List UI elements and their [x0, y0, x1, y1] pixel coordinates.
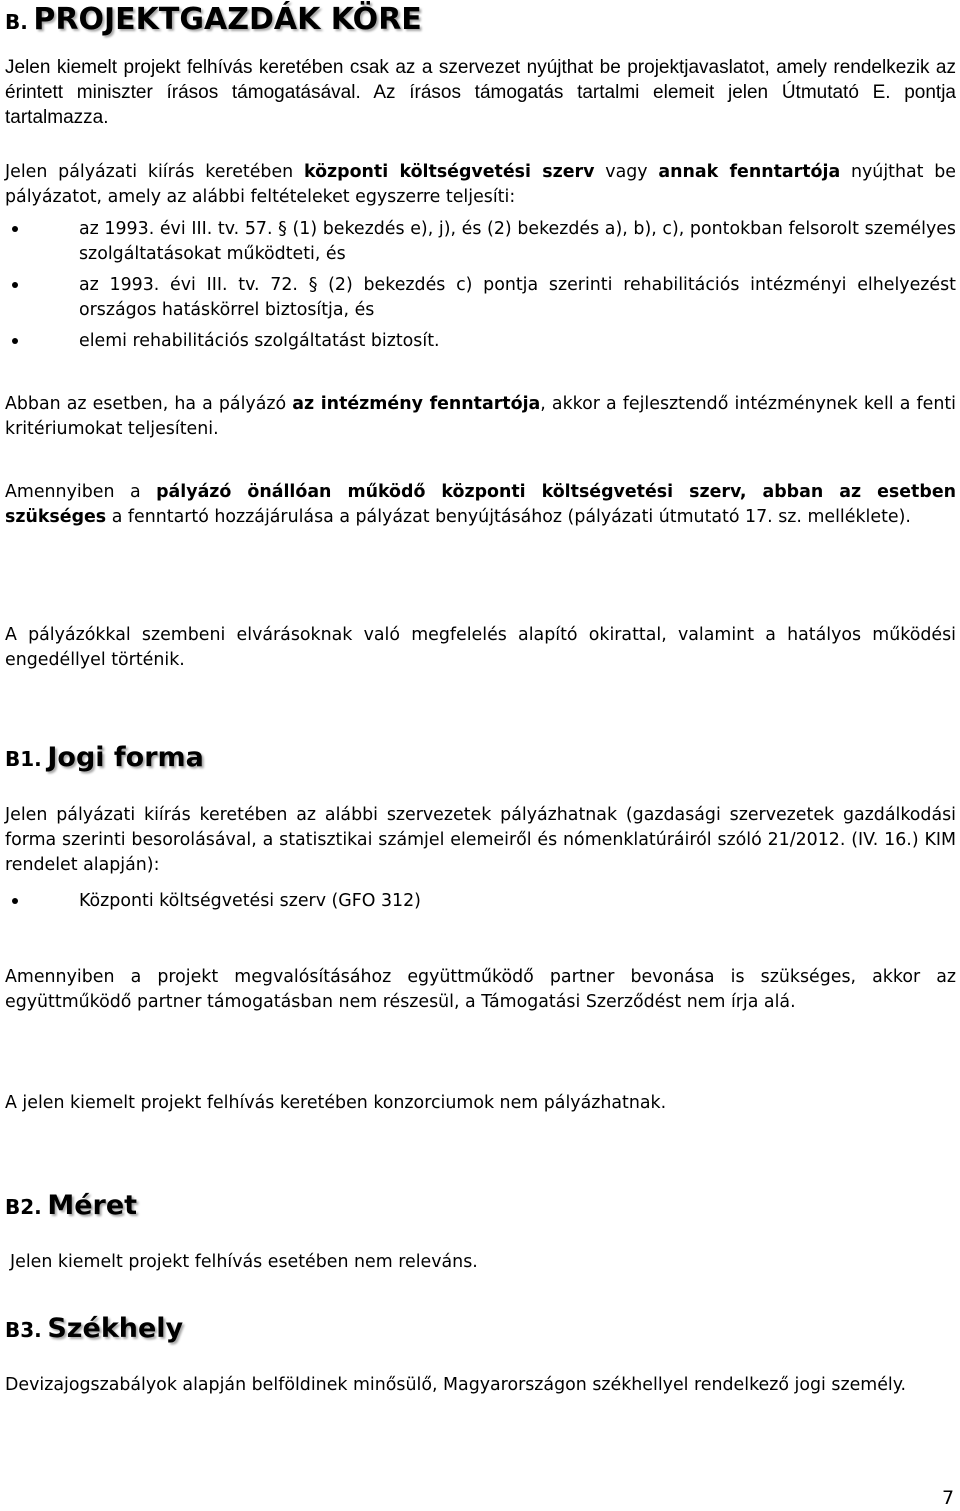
criteria-list [0, 217, 956, 354]
bullet-icon [12, 338, 18, 344]
legal-form-list [0, 889, 956, 914]
text-run: Amennyiben a [5, 482, 157, 502]
page-number: 7 [942, 1487, 955, 1509]
text-run: vagy [594, 162, 659, 182]
text-run: a fenntartó hozzájárulása a pályázat benyújtásához (pályázati útmutató 17. sz. melléklete). [106, 507, 911, 527]
bullet-icon [12, 898, 18, 904]
subsection-title: Székhely [47, 1313, 184, 1344]
list-item [0, 889, 956, 914]
bold-run: pályázó önállóan működő központi költségvetési szerv, abban az esetben szükséges [5, 482, 956, 527]
bullet-icon [12, 282, 18, 288]
subsection-heading-b3 [5, 1313, 183, 1344]
independent-paragraph [5, 480, 956, 530]
bold-run: központi költségvetési szerv [303, 162, 595, 182]
bold-run: annak fenntartója [658, 162, 841, 182]
consortium-paragraph: A jelen kiemelt projekt felhívás keretében konzorciumok nem pályázhatnak. [5, 1093, 667, 1113]
eligibility-paragraph [5, 160, 956, 210]
list-item [0, 217, 956, 267]
maintainer-paragraph [5, 392, 956, 442]
bold-run: az intézmény fenntartója [292, 394, 541, 414]
section-heading-b [5, 2, 422, 37]
section-title: PROJEKTGAZDÁK KÖRE [33, 2, 422, 37]
subsection-number: B3. [5, 1318, 42, 1342]
partner-paragraph: Amennyiben a projekt megvalósításához együttműködő partner bevonása is szükséges, akkor az együttműködő partner támogatásban nem részesül, a Támogatási Szerződést nem írja alá. [5, 967, 956, 1012]
text-run: , akkor a fejlesztendő intézménynek kell a fenti kritériumokat teljesíteni. [5, 394, 956, 439]
subsection-heading-b1 [5, 742, 204, 773]
subsection-number: B1. [5, 747, 42, 771]
intro-paragraph: Jelen kiemelt projekt felhívás keretében csak az a szervezet nyújthat be projektjavaslatot, amely rendelkezik az érintett miniszter írásos támogatásával. Az írásos támogatás tartalmi elemeit jelen Útmutató E. pontja tartalmazza. [5, 57, 956, 128]
section-number: B. [5, 10, 28, 34]
subsection-heading-b2 [5, 1190, 137, 1221]
subsection-title: Méret [47, 1190, 138, 1221]
size-paragraph: Jelen kiemelt projekt felhívás esetében nem releváns. [10, 1252, 478, 1272]
list-item-text: elemi rehabilitációs szolgáltatást biztosít. [79, 331, 440, 351]
subsection-number: B2. [5, 1195, 42, 1219]
list-item [0, 329, 956, 354]
list-item-text: az 1993. évi III. tv. 72. § (2) bekezdés c) pontja szerinti rehabilitációs intézményi elhelyezést országos hatáskörrel biztosítja, és [79, 275, 956, 320]
text-run: nyújthat be pályázatot, amely az alábbi feltételeket egyszerre teljesíti: [5, 162, 956, 207]
text-run: Jelen pályázati kiírás keretében [5, 162, 304, 182]
list-item-text: az 1993. évi III. tv. 57. § (1) bekezdés e), j), és (2) bekezdés a), b), c), pontokban felsorolt személyes szolgáltatásokat működteti, és [79, 219, 956, 264]
compliance-paragraph: A pályázókkal szembeni elvárásoknak való megfelelés alapító okirattal, valamint a hatályos működési engedéllyel történik. [5, 625, 956, 670]
legal-form-paragraph: Jelen pályázati kiírás keretében az alábbi szervezetek pályázhatnak (gazdasági szervezetek gazdálkodási forma szerinti besorolásával, a statisztikai számjel elemeiről és nómenklatúráiról szóló 21/2012. (IV. 16.) KIM rendelet alapján): [5, 805, 956, 875]
list-item [0, 273, 956, 323]
bullet-icon [12, 226, 18, 232]
list-item-text: Központi költségvetési szerv (GFO 312) [79, 891, 421, 911]
text-run: Abban az esetben, ha a pályázó [5, 394, 293, 414]
subsection-title: Jogi forma [47, 742, 204, 773]
seat-paragraph: Devizajogszabályok alapján belföldinek minősülő, Magyarországon székhellyel rendelkező jogi személy. [5, 1375, 907, 1395]
